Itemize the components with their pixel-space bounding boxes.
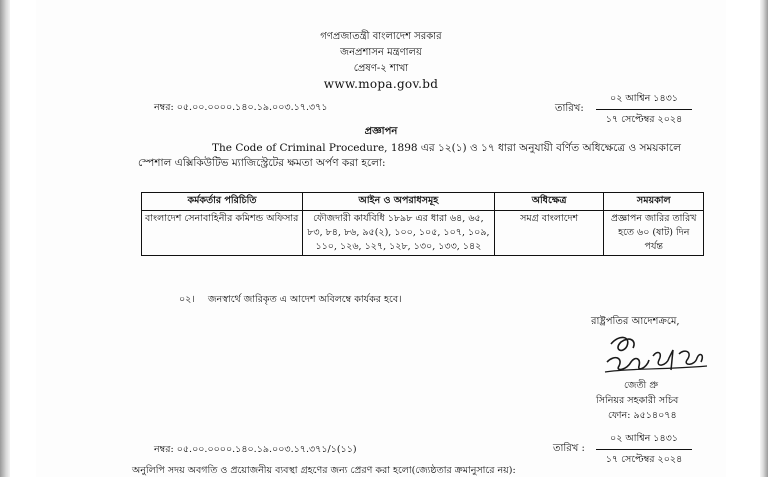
date-english-copy: ১৭ সেপ্টেম্বর ২০২৪ (605, 454, 683, 465)
signatory-phone: ফোন: ৯৫১৪০৭৪ (608, 410, 677, 421)
table-row (142, 211, 704, 256)
clause-number: ০২। (179, 294, 195, 305)
signatory-name: জেতী প্রু (624, 380, 659, 391)
website-url[interactable]: www.mopa.gov.bd (323, 77, 439, 91)
table-header-officer: কর্মকর্তার পরিচিতি (142, 193, 303, 211)
notice-title: প্রজ্ঞাপন (364, 126, 398, 137)
handwritten-signature (601, 332, 711, 378)
date-bangla: ০২ আশ্বিন ১৪৩১ (596, 92, 692, 110)
cell-officer: বাংলাদেশ সেনাবাহিনীর কমিশন্ড অফিসার (142, 211, 303, 256)
cell-law: ফৌজদারী কার্যবিধি ১৮৯৮ এর ধারা ৬৪, ৬৫, ৮৩, ৮৪, ৮৬, ৯৫(২), ১০০, ১০৫, ১০৭, ১০৯, ১১০, ১২৬, ১২৭, ১২৮, ১৩০, ১৩৩, ১৪২ (303, 211, 495, 256)
cell-period: প্রজ্ঞাপন জারির তারিখ হতে ৬০ (ষাট) দিন পর্যন্ত (604, 211, 704, 256)
date-english: ১৭ সেপ্টেম্বর ২০২৪ (605, 114, 683, 125)
cell-jurisdiction: সমগ্র বাংলাদেশ (494, 211, 604, 256)
presidential-order-line: রাষ্ট্রপতির আদেশক্রমে, (591, 316, 680, 327)
paragraph-line: স্পেশাল এক্সিকিউটিভ ম্যাজিস্ট্রেটের ক্ষমতা অর্পণ করা হলো: (138, 157, 386, 169)
date-block-copy (596, 432, 692, 468)
paragraph-line: The Code of Criminal Procedure, 1898 এর ১২(১) ও ১৭ ধারা অনুযায়ী বর্ণিত অধিক্ষেত্রে ও সময়কালে (212, 142, 681, 154)
date-label-copy: তারিখ : (553, 443, 585, 454)
section-name: প্রেষণ-২ শাখা (353, 63, 409, 74)
copy-distribution-line: অনুলিপি সদয় অবগতি ও প্রয়োজনীয় ব্যবস্থা গ্রহণের জন্য প্রেরণ করা হলো(জ্যেষ্ঠতার ক্রমানুসারে নয়): (132, 465, 516, 476)
clause-two (179, 293, 402, 308)
memo-number: নম্বর: ০৫.০০.০০০০.১৪০.১৯.০০৩.১৭.৩৭১ (154, 102, 328, 113)
date-block (596, 92, 692, 128)
date-bangla-copy: ০২ আশ্বিন ১৪৩১ (596, 432, 692, 450)
notice-paragraph (138, 141, 728, 171)
table-header-period: সময়কাল (604, 193, 704, 211)
table-header-jurisdiction: অধিক্ষেত্র (494, 193, 604, 211)
memo-number-copy: নম্বর: ০৫.০০.০০০০.১৪০.১৯.০০৩.১৭.৩৭১/১(১১) (154, 444, 357, 455)
document-page (36, 0, 726, 477)
gov-header-line: গণপ্রজাতন্ত্রী বাংলাদেশ সরকার (320, 31, 442, 42)
screen-frame-left (0, 0, 10, 477)
table-header-law: আইন ও অপরাধসমূহ (303, 193, 495, 211)
screen-frame-right (760, 0, 768, 477)
authority-table (141, 192, 704, 256)
signatory-title: সিনিয়র সহকারী সচিব (596, 395, 679, 406)
date-label: তারিখ: (555, 103, 584, 114)
clause-text: জনস্বার্থে জারিকৃত এ আদেশ অবিলম্বে কার্যকর হবে। (208, 294, 402, 305)
ministry-name: জনপ্রশাসন মন্ত্রণালয় (340, 47, 422, 58)
